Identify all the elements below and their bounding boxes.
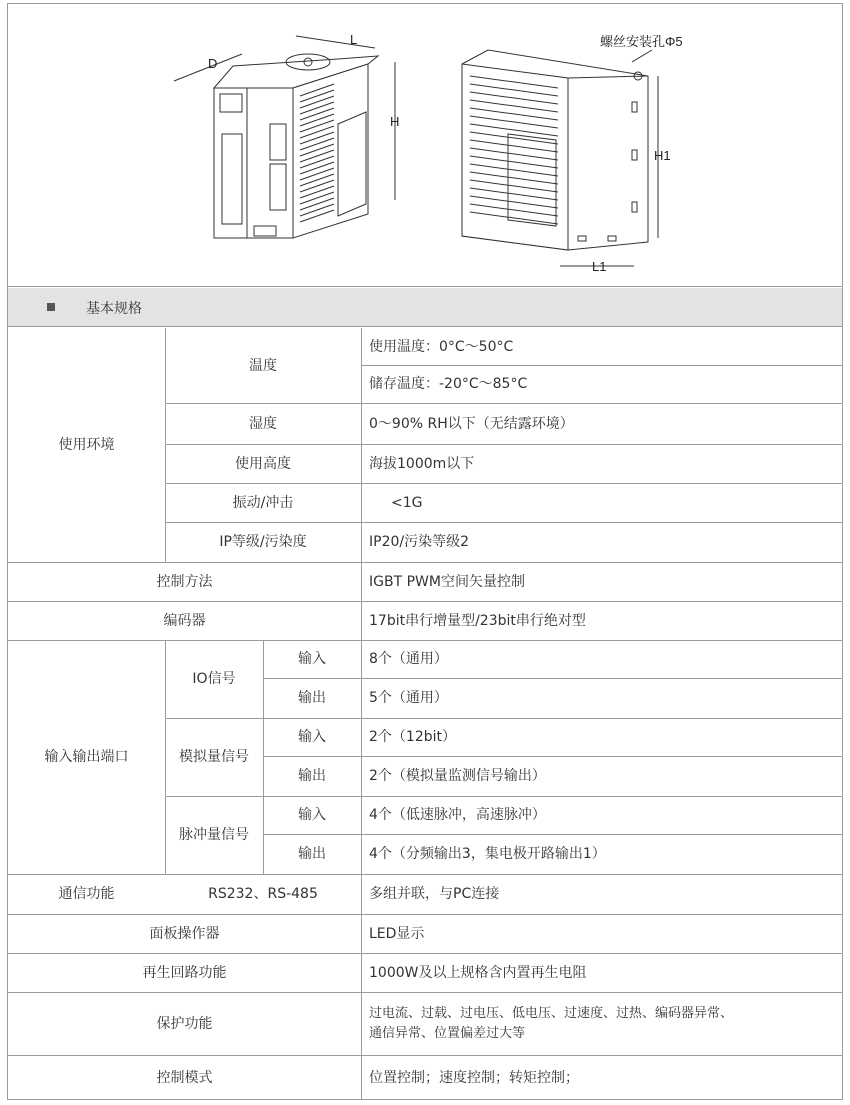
regen-label: 再生回路功能 bbox=[142, 964, 227, 981]
ip-value: IP20/污染等级2 bbox=[369, 534, 470, 550]
section-title: 基本规格 bbox=[86, 301, 142, 317]
pulse-in-label: 输入 bbox=[298, 807, 326, 823]
humidity-value: 0～90% RH以下（无结露环境） bbox=[369, 415, 574, 432]
dim-l: L bbox=[350, 32, 358, 47]
altitude-value: 海拔1000m以下 bbox=[369, 455, 475, 472]
vibration-label: 振动/冲击 bbox=[232, 494, 294, 511]
dim-h: H bbox=[390, 114, 400, 129]
io-signal-in-label: 输入 bbox=[298, 651, 326, 667]
pulse-out-value: 4个（分频输出3，集电极开路输出1） bbox=[369, 846, 606, 862]
product-drawing bbox=[8, 4, 842, 287]
analog-in-value: 2个（12bit） bbox=[369, 729, 456, 745]
panel-label: 面板操作器 bbox=[149, 925, 220, 942]
analog-in-label: 输入 bbox=[298, 729, 326, 745]
encoder-value: 17bit串行增量型/23bit串行绝对型 bbox=[369, 612, 586, 629]
servo-drive-line-drawing bbox=[8, 4, 842, 287]
analog-out-label: 输出 bbox=[298, 768, 326, 784]
humidity-label: 湿度 bbox=[249, 415, 277, 432]
env-label: 使用环境 bbox=[58, 437, 115, 453]
pulse-out-label: 输出 bbox=[298, 846, 326, 862]
spec-sheet bbox=[7, 3, 843, 1100]
protect-value-line2: 通信异常、位置偏差过大等 bbox=[369, 1025, 526, 1041]
comm-sub: RS232、RS-485 bbox=[208, 886, 318, 902]
comm-value: 多组并联，与PC连接 bbox=[369, 886, 500, 902]
regen-value: 1000W及以上规格含内置再生电阻 bbox=[369, 964, 587, 981]
analog-label: 模拟量信号 bbox=[179, 749, 249, 765]
panel-value: LED显示 bbox=[369, 925, 425, 942]
dim-l1: L1 bbox=[592, 259, 607, 274]
pulse-in-value: 4个（低速脉冲，高速脉冲） bbox=[369, 807, 546, 823]
protect-label: 保护功能 bbox=[156, 1015, 213, 1032]
altitude-label: 使用高度 bbox=[235, 455, 291, 472]
comm-label: 通信功能 bbox=[58, 886, 115, 902]
protect-value bbox=[361, 992, 842, 1055]
ip-label: IP等级/污染度 bbox=[219, 534, 307, 550]
io-signal-label: IO信号 bbox=[192, 671, 236, 687]
control-method-value: IGBT PWM空间矢量控制 bbox=[369, 573, 525, 590]
temp-use-value: 使用温度：0°C～50°C bbox=[369, 338, 514, 355]
mode-value: 位置控制；速度控制；转矩控制； bbox=[369, 1069, 579, 1086]
pulse-label: 脉冲量信号 bbox=[179, 827, 249, 843]
dim-d: D bbox=[208, 56, 218, 71]
temp-store-value: 储存温度：-20°C～85°C bbox=[369, 376, 528, 392]
analog-out-value: 2个（模拟量监测信号输出） bbox=[369, 768, 546, 784]
io-label: 输入输出端口 bbox=[44, 749, 129, 765]
control-method-label: 控制方法 bbox=[156, 573, 213, 590]
mode-label: 控制模式 bbox=[156, 1069, 213, 1086]
temp-label: 温度 bbox=[249, 357, 277, 374]
io-signal-out-label: 输出 bbox=[298, 690, 326, 706]
dim-screw-hole: 螺丝安装孔Φ5 bbox=[600, 34, 683, 49]
io-signal-in-value: 8个（通用） bbox=[369, 651, 448, 667]
io-signal-out-value: 5个（通用） bbox=[369, 690, 448, 706]
dim-h1: H1 bbox=[654, 148, 671, 163]
vibration-value: <1G bbox=[391, 494, 423, 511]
bullet-square-icon bbox=[47, 303, 55, 311]
encoder-label: 编码器 bbox=[163, 612, 206, 629]
section-header bbox=[8, 288, 842, 327]
protect-value-line1: 过电流、过载、过电压、低电压、过速度、过热、编码器异常、 bbox=[369, 1005, 734, 1021]
